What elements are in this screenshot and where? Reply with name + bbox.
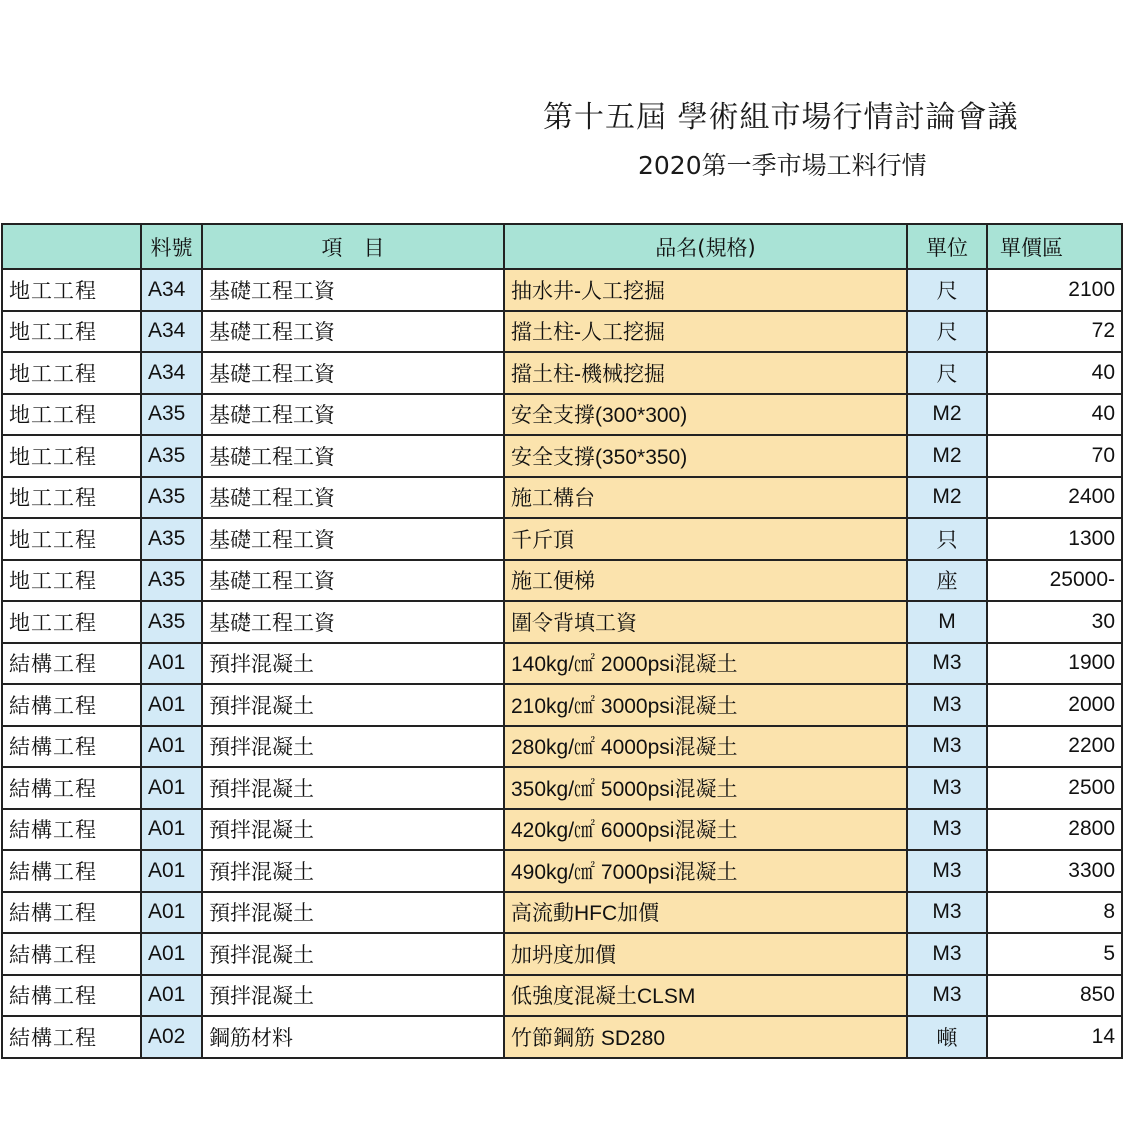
- cell-item: 基礎工程工資: [202, 601, 504, 643]
- cell-spec: 擋土柱-人工挖掘: [504, 311, 907, 353]
- table-row: [2, 477, 1122, 519]
- cell-unit: M3: [907, 726, 987, 768]
- cell-item: 基礎工程工資: [202, 477, 504, 519]
- cell-price: 40: [987, 352, 1122, 394]
- cell-unit: M3: [907, 975, 987, 1017]
- table-row: [2, 767, 1122, 809]
- table-row: [2, 892, 1122, 934]
- cell-category: 地工工程: [2, 311, 141, 353]
- table-row: [2, 394, 1122, 436]
- cell-item: 預拌混凝土: [202, 767, 504, 809]
- cell-category: 地工工程: [2, 477, 141, 519]
- cell-unit: M3: [907, 933, 987, 975]
- cell-code: A35: [141, 394, 202, 436]
- cell-code: A01: [141, 643, 202, 685]
- cell-category: 結構工程: [2, 767, 141, 809]
- header-category: [2, 224, 141, 269]
- cell-unit: M3: [907, 809, 987, 851]
- cell-item: 基礎工程工資: [202, 394, 504, 436]
- cell-spec: 490kg/㎠ 7000psi混凝土: [504, 850, 907, 892]
- table-row: [2, 684, 1122, 726]
- cell-spec: 竹節鋼筋 SD280: [504, 1016, 907, 1058]
- table-header-row: [2, 224, 1122, 269]
- cell-price: 850: [987, 975, 1122, 1017]
- cell-code: A01: [141, 809, 202, 851]
- header-price: 單價區: [987, 224, 1122, 269]
- cell-price: 72: [987, 311, 1122, 353]
- document-title: 第十五屆 學術組市場行情討論會議: [543, 100, 1019, 135]
- cell-unit: M2: [907, 477, 987, 519]
- cell-price: 2200: [987, 726, 1122, 768]
- cell-price: 2400: [987, 477, 1122, 519]
- cell-unit: M: [907, 601, 987, 643]
- cell-item: 基礎工程工資: [202, 518, 504, 560]
- cell-code: A35: [141, 518, 202, 560]
- cell-unit: 噸: [907, 1016, 987, 1058]
- cell-spec: 低強度混凝土CLSM: [504, 975, 907, 1017]
- table-row: [2, 269, 1122, 311]
- cell-category: 結構工程: [2, 1016, 141, 1058]
- cell-item: 預拌混凝土: [202, 850, 504, 892]
- cell-code: A01: [141, 684, 202, 726]
- cell-price: 70: [987, 435, 1122, 477]
- cell-category: 結構工程: [2, 850, 141, 892]
- cell-code: A01: [141, 933, 202, 975]
- cell-spec: 抽水井-人工挖掘: [504, 269, 907, 311]
- cell-spec: 施工構台: [504, 477, 907, 519]
- cell-category: 結構工程: [2, 684, 141, 726]
- cell-category: 結構工程: [2, 933, 141, 975]
- cell-price: 25000-: [987, 560, 1122, 602]
- cell-item: 預拌混凝土: [202, 975, 504, 1017]
- cell-category: 地工工程: [2, 269, 141, 311]
- cell-code: A34: [141, 311, 202, 353]
- table-row: [2, 1016, 1122, 1058]
- cell-code: A35: [141, 560, 202, 602]
- cell-item: 基礎工程工資: [202, 269, 504, 311]
- cell-code: A35: [141, 601, 202, 643]
- cell-code: A35: [141, 435, 202, 477]
- cell-spec: 加坍度加價: [504, 933, 907, 975]
- table-row: [2, 643, 1122, 685]
- cell-spec: 420kg/㎠ 6000psi混凝土: [504, 809, 907, 851]
- cell-unit: M2: [907, 435, 987, 477]
- cell-code: A01: [141, 726, 202, 768]
- cell-item: 預拌混凝土: [202, 726, 504, 768]
- cell-price: 8: [987, 892, 1122, 934]
- cell-spec: 210kg/㎠ 3000psi混凝土: [504, 684, 907, 726]
- cell-unit: M3: [907, 850, 987, 892]
- table-row: [2, 933, 1122, 975]
- cell-spec: 擋土柱-機械挖掘: [504, 352, 907, 394]
- cell-spec: 350kg/㎠ 5000psi混凝土: [504, 767, 907, 809]
- cell-category: 地工工程: [2, 352, 141, 394]
- cell-code: A01: [141, 850, 202, 892]
- cell-item: 預拌混凝土: [202, 684, 504, 726]
- header-unit: 單位: [907, 224, 987, 269]
- cell-unit: M3: [907, 892, 987, 934]
- cell-spec: 280kg/㎠ 4000psi混凝土: [504, 726, 907, 768]
- cell-price: 5: [987, 933, 1122, 975]
- cell-unit: 尺: [907, 311, 987, 353]
- cell-code: A34: [141, 269, 202, 311]
- table-row: [2, 809, 1122, 851]
- cell-unit: M3: [907, 643, 987, 685]
- cell-category: 地工工程: [2, 601, 141, 643]
- header-item: 項 目: [202, 224, 504, 269]
- cell-price: 2100: [987, 269, 1122, 311]
- cell-item: 基礎工程工資: [202, 435, 504, 477]
- cell-category: 結構工程: [2, 726, 141, 768]
- cell-spec: 施工便梯: [504, 560, 907, 602]
- cell-unit: M3: [907, 684, 987, 726]
- cell-item: 預拌混凝土: [202, 809, 504, 851]
- cell-price: 1300: [987, 518, 1122, 560]
- cell-spec: 安全支撐(350*350): [504, 435, 907, 477]
- cell-item: 基礎工程工資: [202, 560, 504, 602]
- cell-item: 基礎工程工資: [202, 352, 504, 394]
- cell-unit: 尺: [907, 352, 987, 394]
- cell-price: 2500: [987, 767, 1122, 809]
- cell-spec: 圍令背填工資: [504, 601, 907, 643]
- table-row: [2, 560, 1122, 602]
- table-body: [2, 269, 1122, 1058]
- cell-unit: 尺: [907, 269, 987, 311]
- cell-code: A02: [141, 1016, 202, 1058]
- cell-item: 基礎工程工資: [202, 311, 504, 353]
- cell-spec: 千斤頂: [504, 518, 907, 560]
- table-row: [2, 601, 1122, 643]
- table-row: [2, 435, 1122, 477]
- cell-price: 3300: [987, 850, 1122, 892]
- cell-price: 1900: [987, 643, 1122, 685]
- cell-price: 30: [987, 601, 1122, 643]
- cell-unit: M2: [907, 394, 987, 436]
- table-row: [2, 726, 1122, 768]
- table-row: [2, 975, 1122, 1017]
- table-row: [2, 518, 1122, 560]
- cell-unit: M3: [907, 767, 987, 809]
- cell-spec: 140kg/㎠ 2000psi混凝土: [504, 643, 907, 685]
- cell-code: A34: [141, 352, 202, 394]
- table-row: [2, 352, 1122, 394]
- cell-category: 結構工程: [2, 643, 141, 685]
- cell-category: 地工工程: [2, 518, 141, 560]
- cell-code: A01: [141, 975, 202, 1017]
- cell-price: 14: [987, 1016, 1122, 1058]
- cell-item: 預拌混凝土: [202, 933, 504, 975]
- cell-category: 地工工程: [2, 435, 141, 477]
- table-row: [2, 850, 1122, 892]
- cell-item: 鋼筋材料: [202, 1016, 504, 1058]
- header-spec: 品名(規格): [504, 224, 907, 269]
- price-table: [1, 223, 1123, 1059]
- cell-code: A35: [141, 477, 202, 519]
- cell-code: A01: [141, 892, 202, 934]
- header-code: 料號: [141, 224, 202, 269]
- cell-category: 地工工程: [2, 394, 141, 436]
- cell-category: 結構工程: [2, 892, 141, 934]
- cell-code: A01: [141, 767, 202, 809]
- cell-unit: 座: [907, 560, 987, 602]
- cell-spec: 安全支撐(300*300): [504, 394, 907, 436]
- cell-unit: 只: [907, 518, 987, 560]
- cell-category: 地工工程: [2, 560, 141, 602]
- document-subtitle: 2020第一季市場工料行情: [638, 151, 927, 180]
- cell-price: 2800: [987, 809, 1122, 851]
- cell-item: 預拌混凝土: [202, 892, 504, 934]
- cell-category: 結構工程: [2, 975, 141, 1017]
- cell-price: 2000: [987, 684, 1122, 726]
- cell-item: 預拌混凝土: [202, 643, 504, 685]
- cell-price: 40: [987, 394, 1122, 436]
- cell-category: 結構工程: [2, 809, 141, 851]
- table-row: [2, 311, 1122, 353]
- cell-spec: 高流動HFC加價: [504, 892, 907, 934]
